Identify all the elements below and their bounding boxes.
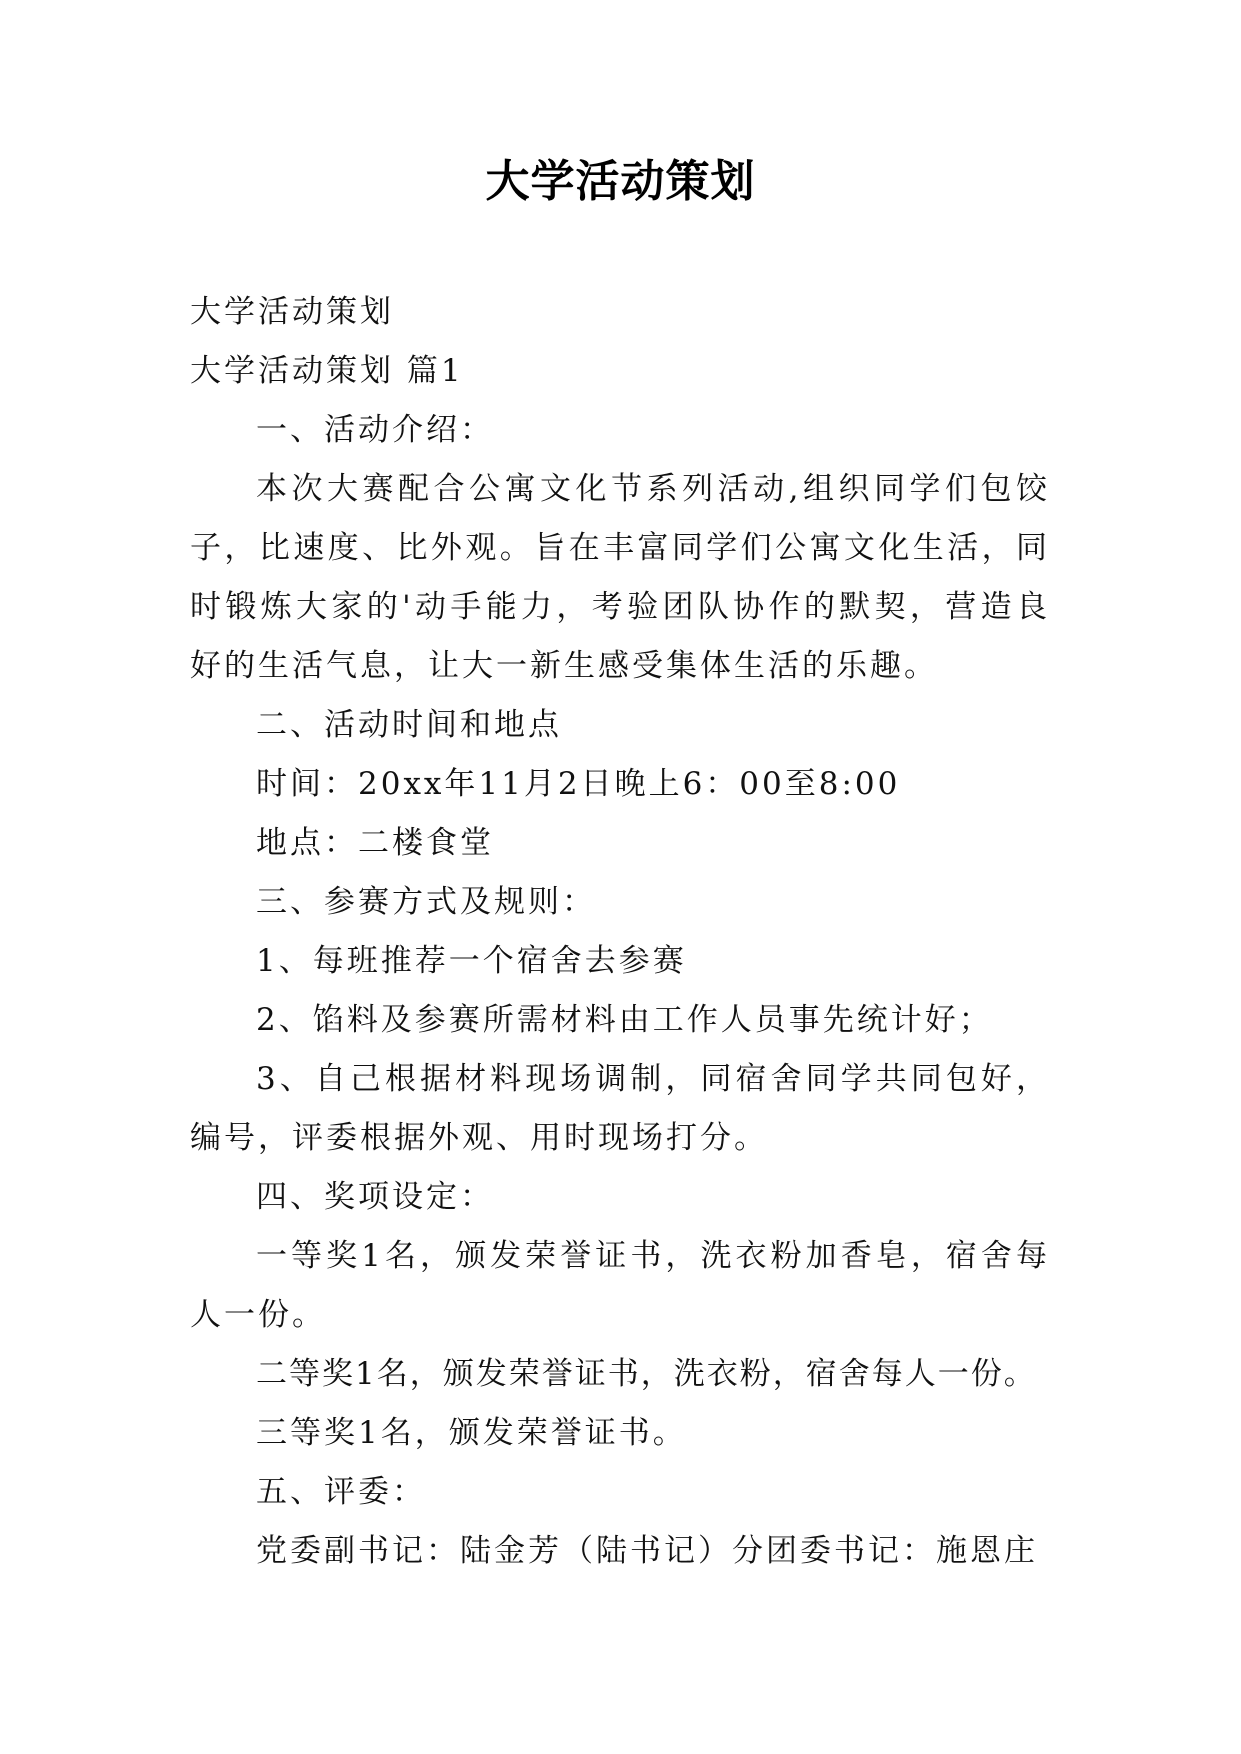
paragraph-subheading: 大学活动策划 篇1 — [190, 353, 464, 389]
document-title: 大学活动策划 — [485, 156, 756, 207]
rule-item: 3、自己根据材料现场调制，同宿舍同学共同包好，编号，评委根据外观、用时现场打分。 — [190, 1061, 1050, 1156]
section-heading: 四、奖项设定： — [256, 1179, 494, 1215]
section-heading: 五、评委： — [256, 1474, 426, 1510]
award-item: 一等奖1名，颁发荣誉证书，洗衣粉加香皂，宿舍每人一份。 — [190, 1238, 1050, 1333]
award-item: 二等奖1名，颁发荣誉证书，洗衣粉，宿舍每人一份。 — [256, 1356, 1037, 1392]
judges-line: 党委副书记：陆金芳（陆书记）分团委书记：施恩庄 — [256, 1533, 1038, 1569]
section-heading: 一、活动介绍： — [256, 412, 494, 448]
section-heading: 三、参赛方式及规则： — [256, 884, 596, 920]
rule-item: 1、每班推荐一个宿舍去参赛 — [256, 943, 687, 979]
section-heading: 二、活动时间和地点 — [256, 707, 562, 743]
paragraph-location: 地点：二楼食堂 — [256, 825, 494, 861]
award-item: 三等奖1名，颁发荣誉证书。 — [256, 1415, 687, 1451]
paragraph-intro: 本次大赛配合公寓文化节系列活动,组织同学们包饺子，比速度、比外观。旨在丰富同学们公寓文化生活，同时锻炼大家的'动手能力，考验团队协作的默契，营造良好的生活气息，让大一新生感受集体生活的乐趣。 — [190, 471, 1050, 684]
paragraph-heading: 大学活动策划 — [190, 294, 394, 330]
document-body — [190, 283, 1050, 1581]
paragraph-time: 时间：20xx年11月2日晚上6：00至8:00 — [256, 766, 901, 802]
rule-item: 2、馅料及参赛所需材料由工作人员事先统计好； — [256, 1002, 993, 1038]
